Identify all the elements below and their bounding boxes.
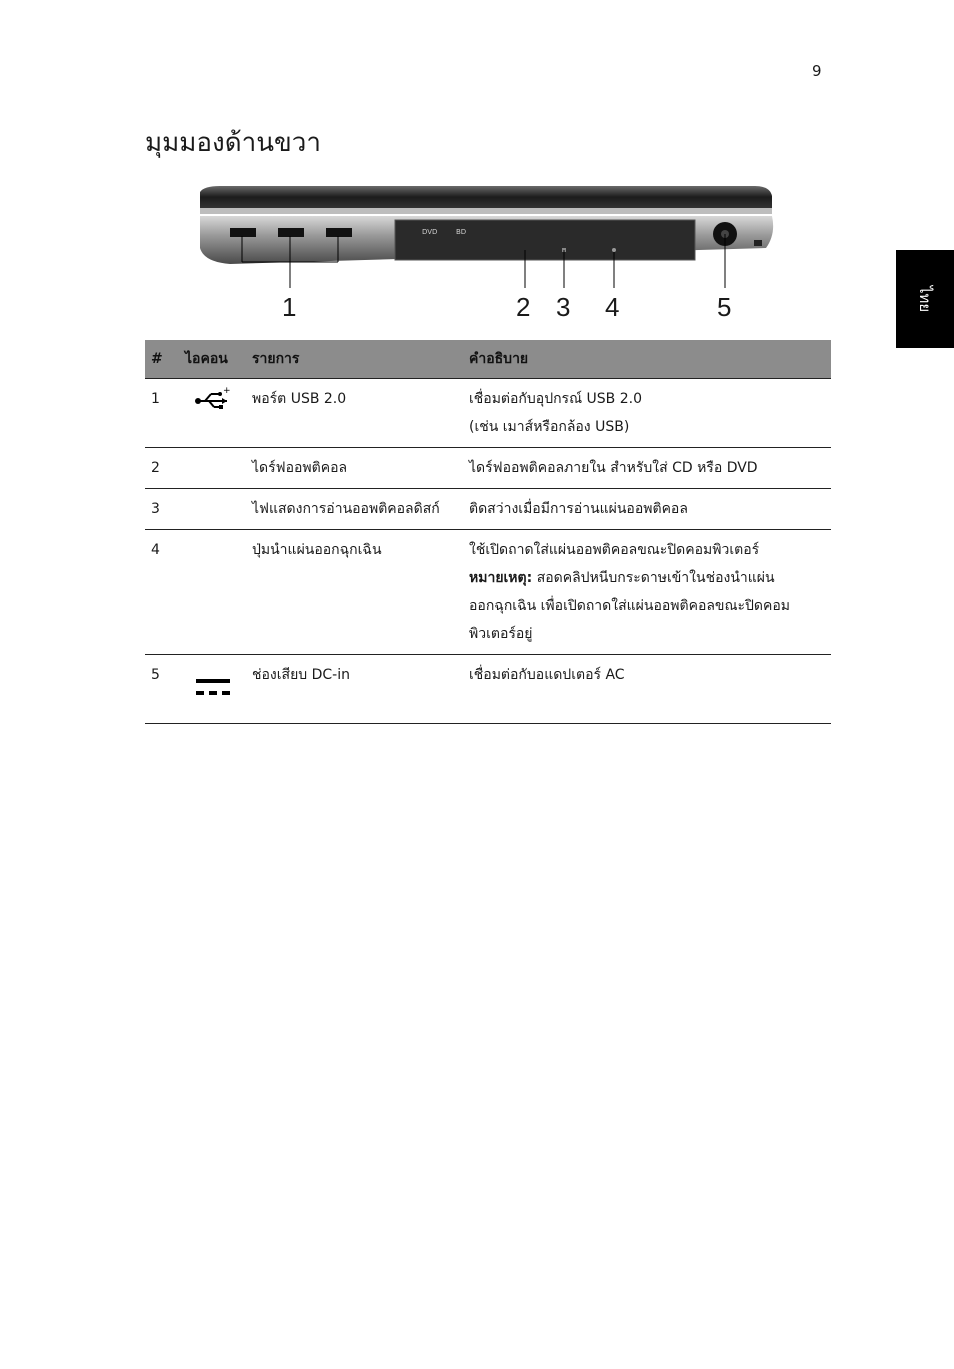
row-note-line: พิวเตอร์อยู่: [469, 626, 533, 642]
language-tab: [896, 250, 954, 348]
table-header-row: [145, 340, 831, 379]
callout-3: 3: [556, 292, 571, 322]
row-num: 2: [145, 448, 179, 489]
usb-port-2: [278, 228, 304, 237]
callout-2: 2: [516, 292, 531, 322]
usb-port-1: [230, 228, 256, 237]
header-item: รายการ: [246, 340, 463, 379]
row-item: ไดร์ฟออพติคอล: [246, 448, 463, 489]
note-label: หมายเหตุ:: [469, 570, 533, 586]
optical-drive: [395, 220, 695, 260]
usb-port-3: [326, 228, 352, 237]
callout-4: 4: [605, 292, 620, 322]
row-item: พอร์ต USB 2.0: [246, 379, 463, 448]
header-num: #: [145, 340, 179, 379]
row-description-line: (เช่น เมาส์หรือกล้อง USB): [469, 419, 630, 435]
emergency-eject-hole: [612, 248, 616, 252]
row-num: 1: [145, 379, 179, 448]
callout-1: 1: [282, 292, 297, 322]
row-item: ปุ่มนำแผ่นออกฉุกเฉิน: [246, 530, 463, 655]
laptop-right-side-figure: [190, 178, 790, 328]
page-number: 9: [812, 62, 822, 80]
row-item: ช่องเสียบ DC-in: [246, 655, 463, 724]
language-tab-label: ไทย: [915, 285, 934, 313]
dc-in-icon: [193, 661, 233, 701]
callout-5: 5: [717, 292, 732, 322]
drive-logo-bd: BD: [456, 228, 467, 236]
table-row: [145, 379, 831, 448]
row-item: ไฟแสดงการอ่านออพติคอลดิสก์: [246, 489, 463, 530]
note-text: สอดคลิปหนีบกระดาษเข้าในช่องนำแผ่น: [536, 570, 775, 586]
row-description-line: เชื่อมต่อกับอุปกรณ์ USB 2.0: [469, 391, 642, 407]
row-description-line: ติดสว่างเมื่อมีการอ่านแผ่นออพติคอล: [469, 501, 688, 517]
row-num: 4: [145, 530, 179, 655]
row-note-line: [469, 564, 825, 592]
header-icon: ไอคอน: [179, 340, 246, 379]
table-row: [145, 448, 831, 489]
header-description: คำอธิบาย: [463, 340, 831, 379]
drive-logo-dvd: DVD: [422, 228, 438, 236]
row-num: 3: [145, 489, 179, 530]
laptop-illustration: [190, 178, 790, 288]
row-description-line: ไดร์ฟออพติคอลภายใน สำหรับใส่ CD หรือ DVD: [469, 460, 758, 476]
table-row: [145, 655, 831, 724]
page-title: มุมมองด้านขวา: [145, 128, 321, 158]
table-row: [145, 489, 831, 530]
row-num: 5: [145, 655, 179, 724]
usb-icon: [193, 385, 233, 413]
right-side-spec-table: [145, 340, 831, 724]
table-row: [145, 530, 831, 655]
row-description-line: เชื่อมต่อกับอแดปเตอร์ AC: [469, 667, 625, 683]
row-note-line: ออกฉุกเฉิน เพื่อเปิดถาดใส่แผ่นออพติคอลขณะปิดคอม: [469, 598, 790, 614]
row-description-line: ใช้เปิดถาดใส่แผ่นออพติคอลขณะปิดคอมพิวเตอร์: [469, 542, 760, 558]
svg-text:+: +: [222, 386, 231, 396]
